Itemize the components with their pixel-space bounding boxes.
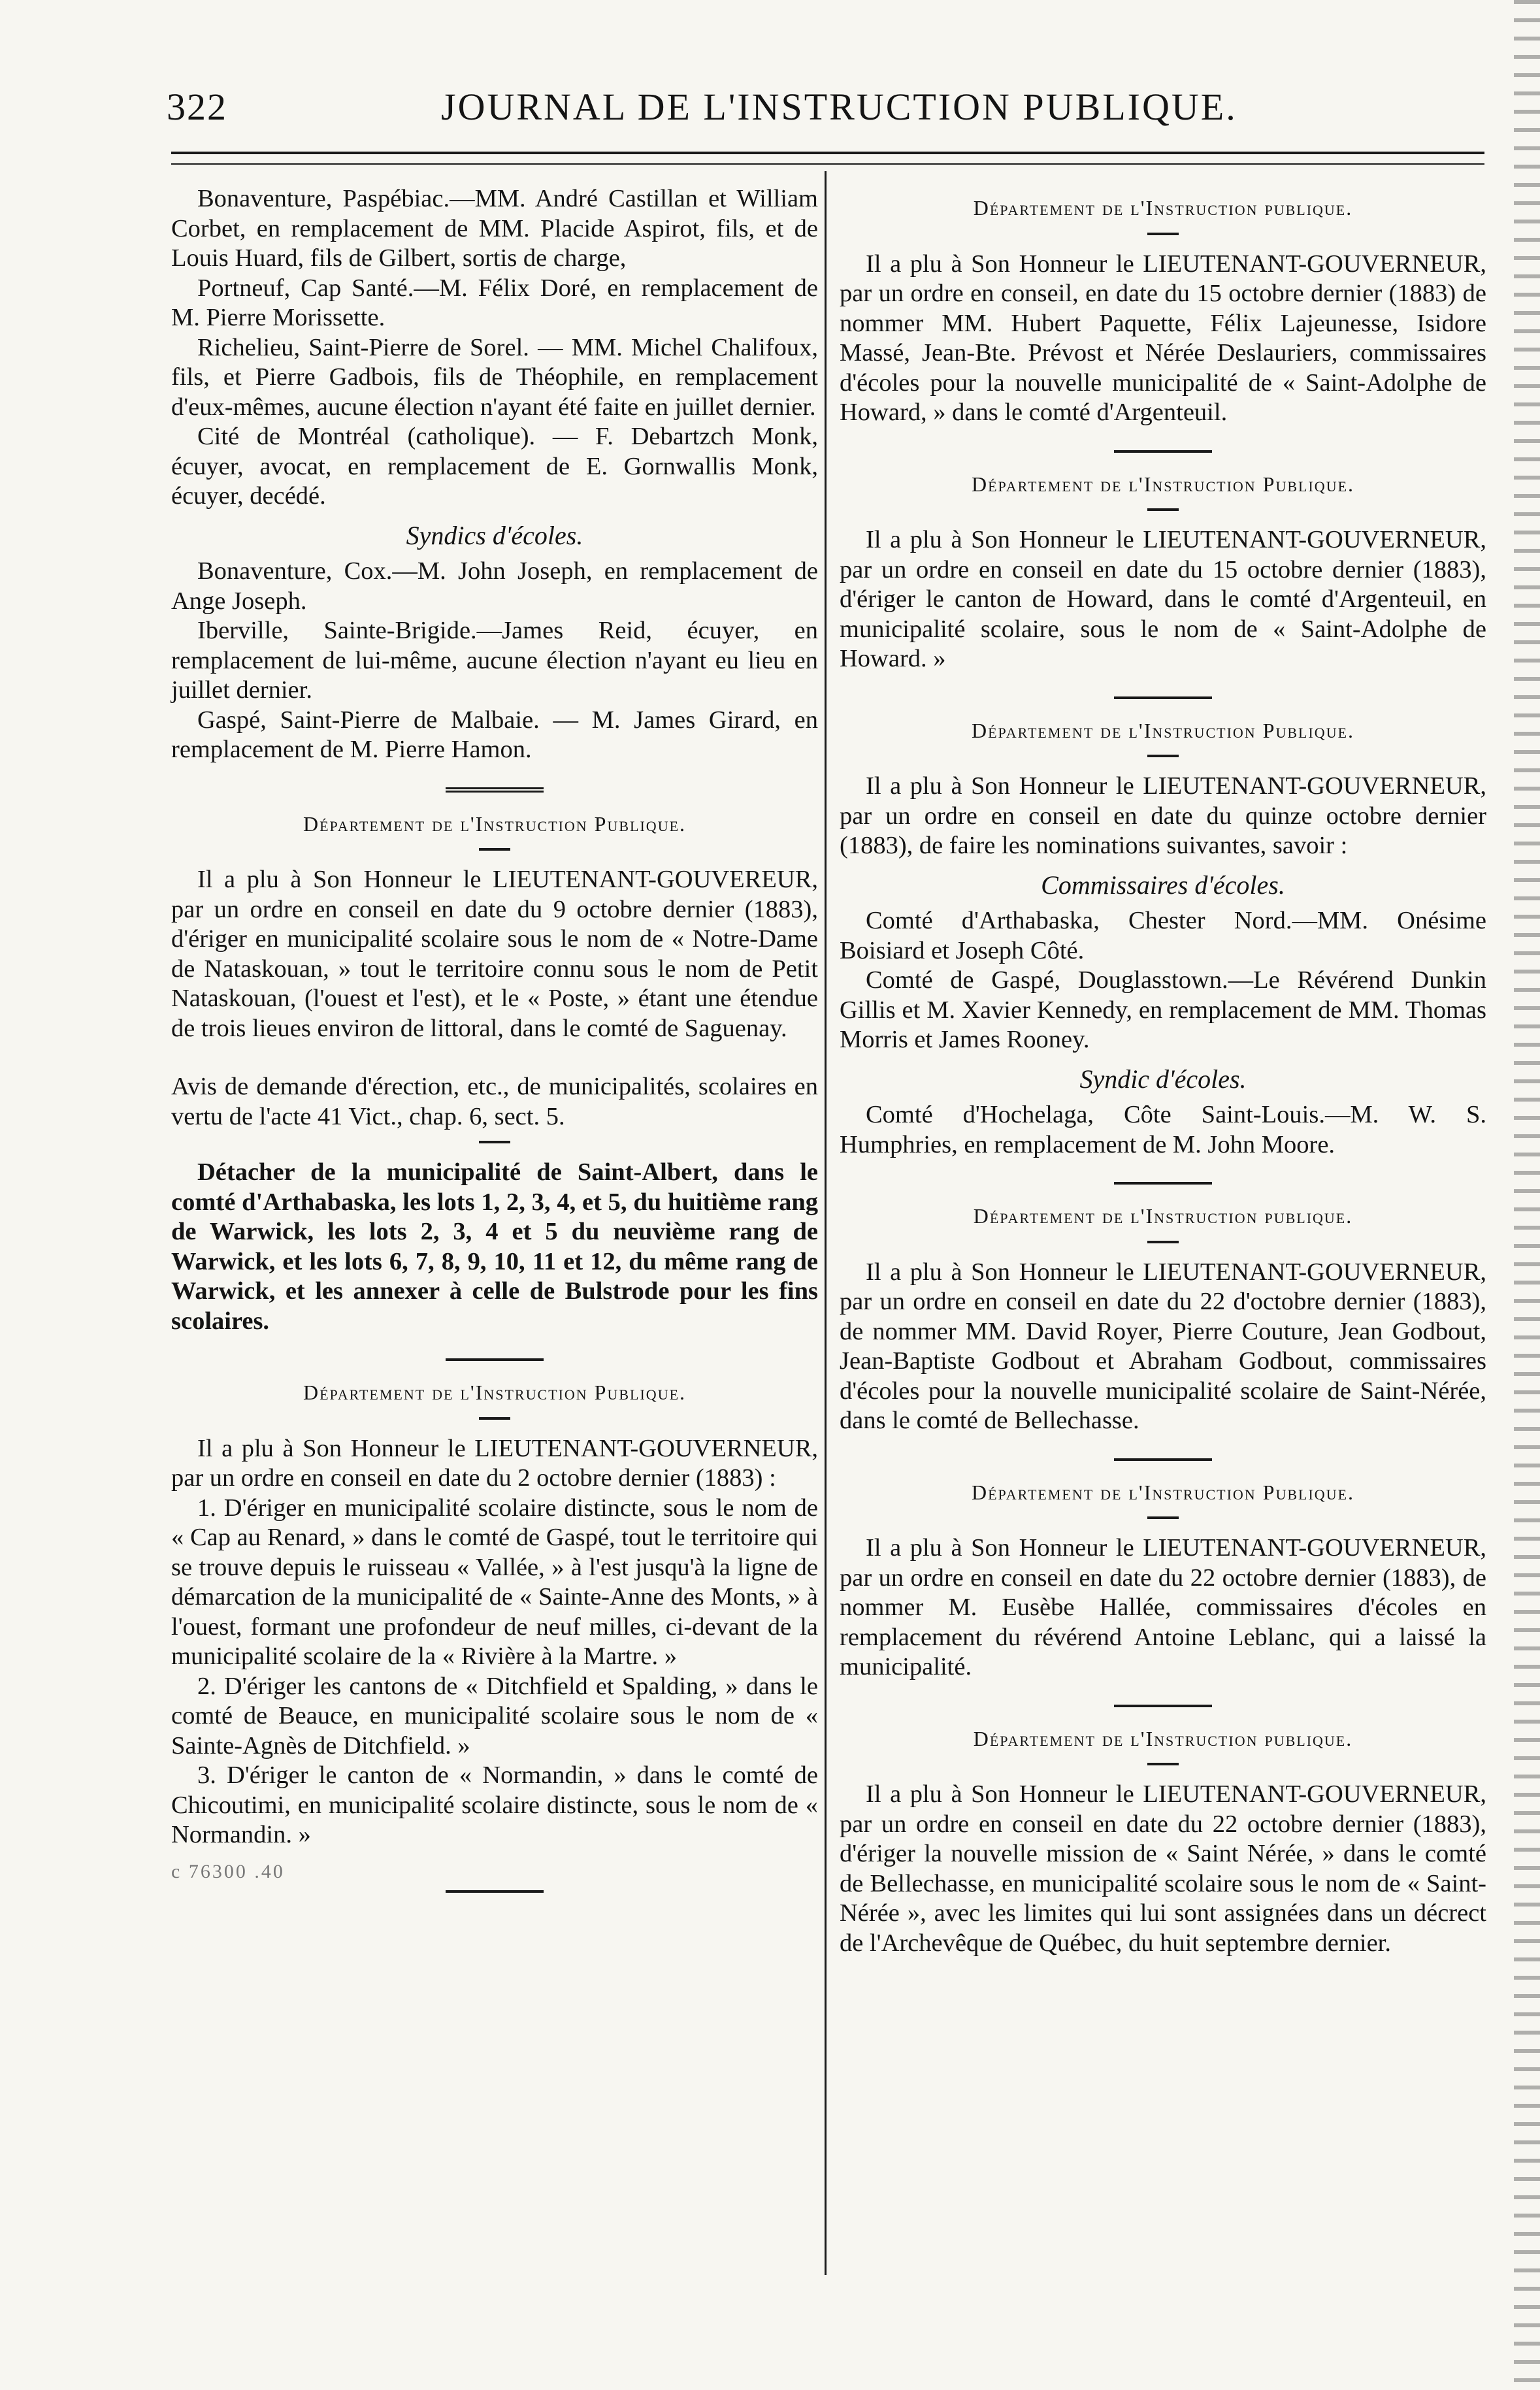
paragraph: Détacher de la municipalité de Saint-Albert, dans le comté d'Arthabaska, les lots 1, 2, 3, 4, et 5, du huitième rang de Warwick, les lots 2, 3, 4 et 5 du neuvième rang de Warwick, et les lots 6, 7, 8, 9, 10, 11 et 12, du même rang de Warwick, et les annexer à celle de Bulstrode pour les fins scolaires.: [171, 1158, 818, 1335]
paragraph: Il a plu à Son Honneur le LIEUTENANT-GOUVERNEUR, par un ordre en conseil en date du quinze octobre dernier (1883), de faire les nominations suivantes, savoir :: [840, 772, 1486, 859]
dash-rule: [1147, 508, 1179, 511]
section-subheading: Syndic d'écoles.: [1079, 1064, 1247, 1094]
paragraph: Comté d'Arthabaska, Chester Nord.—MM. Onésime Boisiard et Joseph Côté.: [840, 907, 1486, 964]
dash-rule: [1147, 1763, 1179, 1765]
section-separator: [1114, 1705, 1212, 1707]
dash-rule: [479, 848, 510, 851]
paragraph: Il a plu à Son Honneur le LIEUTENANT-GOUVERNEUR, par un ordre en conseil, en date du 15 octobre dernier (1883) de nommer MM. Hubert Paquette, Félix Lajeunesse, Isidore Massé, Jean-Bte. Prévost et Nérée Deslauriers, commissaires d'écoles pour la nouvelle municipalité de « Saint-Adolphe de Howard, » dans le comté d'Argenteuil.: [840, 250, 1486, 426]
paragraph: Il a plu à Son Honneur le LIEUTENANT-GOUVERNEUR, par un ordre en conseil en date du 22 d'octobre dernier (1883), de nommer MM. David Royer, Pierre Couture, Jean Godbout, Jean-Baptiste Godbout et Abraham Godbout, commissaires d'écoles pour la nouvelle municipalité scolaire de Saint-Nérée, dans le comté de Bellechasse.: [840, 1258, 1486, 1434]
page-header: [167, 80, 1486, 132]
paragraph: Il a plu à Son Honneur le LIEUTENANT-GOUVERNEUR, par un ordre en conseil en date du 22 octobre dernier (1883), de nommer M. Eusèbe Hallée, commissaires d'écoles en remplacement du révérend Antoine Leblanc, qui a laissé la municipalité.: [840, 1534, 1486, 1680]
section-separator: [1114, 696, 1212, 699]
department-heading: Département de l'Instruction publique.: [973, 1204, 1353, 1228]
dash-rule: [1147, 755, 1179, 757]
department-heading: Département de l'Instruction Publique.: [971, 1480, 1355, 1504]
dash-rule: [1147, 1516, 1179, 1519]
header-rule: [171, 152, 1484, 165]
paragraph: Portneuf, Cap Santé.—M. Félix Doré, en remplacement de M. Pierre Morissette.: [171, 274, 818, 331]
paragraph: Richelieu, Saint-Pierre de Sorel. — MM. Michel Chalifoux, fils, et Pierre Gadbois, fils de Théophile, en remplacement d'eux-mêmes, aucune élection n'ayant été faite en juillet dernier.: [171, 333, 818, 421]
department-heading: Département de l'Instruction Publique.: [971, 718, 1355, 742]
dash-rule: [479, 1141, 510, 1143]
left-column: [171, 184, 818, 1910]
section-separator: [446, 1890, 544, 1893]
paragraph: Il a plu à Son Honneur le LIEUTENANT-GOUVERNEUR, par un ordre en conseil en date du 15 octobre dernier (1883), d'ériger le canton de Howard, dans le comté d'Argenteuil, en municipalité scolaire, sous le nom de « Saint-Adolphe de Howard. »: [840, 526, 1486, 672]
paragraph: Bonaventure, Paspébiac.—MM. André Castillan et William Corbet, en remplacement de MM. Placide Aspirot, fils, et de Louis Huard, fils de Gilbert, sortis de charge,: [171, 185, 818, 272]
section-separator: [446, 1358, 544, 1361]
section-separator: [1114, 1458, 1212, 1461]
paragraph: Il a plu à Son Honneur le LIEUTENANT-GOUVERNEUR, par un ordre en conseil en date du 22 octobre dernier (1883), d'ériger la nouvelle mission de « Saint Nérée, » dans le comté de Bellechasse, en municipalité scolaire sous le nom de « Saint-Nérée », avec les limites qui lui sont assignées dans un décrect de l'Archevêque de Québec, du huit septembre dernier.: [840, 1780, 1486, 1957]
scan-edge-artifact: [1514, 0, 1540, 2390]
paragraph: Il a plu à Son Honneur le LIEUTENANT-GOUVERNEUR, par un ordre en conseil en date du 2 octobre dernier (1883) :: [171, 1434, 818, 1492]
department-heading: Département de l'Instruction Publique.: [303, 811, 687, 836]
right-column: [840, 184, 1486, 1958]
paragraph: Il a plu à Son Honneur le LIEUTENANT-GOUVEREUR, par un ordre en conseil en date du 9 octobre dernier (1883), d'ériger en municipalité scolaire sous le nom de « Notre-Dame de Nataskouan, » tout le territoire connu sous le nom de Petit Nataskouan, (l'ouest et l'est), et le « Poste, » étant une étendue de trois lieues environ de littoral, dans le comté de Saguenay.: [171, 866, 818, 1042]
section-subheading: Syndics d'écoles.: [406, 520, 583, 550]
paragraph: 2. D'ériger les cantons de « Ditchfield et Spalding, » dans le comté de Beauce, en municipalité scolaire sous le nom de « Sainte-Agnès de Ditchfield. »: [171, 1672, 818, 1760]
section-separator: [446, 787, 544, 793]
print-artifact: c 76300 .40: [171, 1860, 285, 1882]
dash-rule: [1147, 1241, 1179, 1243]
paragraph: Comté d'Hochelaga, Côte Saint-Louis.—M. W. S. Humphries, en remplacement de M. John Moore.: [840, 1101, 1486, 1158]
paragraph: Gaspé, Saint-Pierre de Malbaie. — M. James Girard, en remplacement de M. Pierre Hamon.: [171, 706, 818, 763]
paragraph: Avis de demande d'érection, etc., de municipalités, scolaires en vertu de l'acte 41 Vict., chap. 6, sect. 5.: [171, 1073, 818, 1130]
section-separator: [1114, 450, 1212, 453]
department-heading: Département de l'Instruction Publique.: [971, 472, 1355, 496]
paragraph: Iberville, Sainte-Brigide.—James Reid, écuyer, en remplacement de lui-même, aucune élection n'ayant eu lieu en juillet dernier.: [171, 617, 818, 704]
paragraph: 1. D'ériger en municipalité scolaire distincte, sous le nom de « Cap au Renard, » dans le comté de Gaspé, tout le territoire qui se trouve depuis le ruisseau « Vallée, » à l'est jusqu'à la ligne de démarcation de la municipalité de « Sainte-Anne des Monts, » à l'ouest, formant une profondeur de neuf milles, ci-devant de la municipalité scolaire de la « Rivière à la Martre. »: [171, 1494, 818, 1670]
paragraph: Comté de Gaspé, Douglasstown.—Le Révérend Dunkin Gillis et M. Xavier Kennedy, en remplacement de MM. Thomas Morris et James Rooney.: [840, 966, 1486, 1053]
section-separator: [1114, 1182, 1212, 1185]
paragraph: Cité de Montréal (catholique). — F. Debartzch Monk, écuyer, avocat, en remplacement de E. Gornwallis Monk, écuyer, decédé.: [171, 423, 818, 510]
page-number: 322: [167, 86, 227, 128]
section-subheading: Commissaires d'écoles.: [1041, 870, 1285, 900]
department-heading: Département de l'Instruction publique.: [973, 196, 1353, 220]
department-heading: Département de l'Instruction Publique.: [303, 1381, 687, 1404]
column-divider: [825, 171, 827, 2275]
dash-rule: [479, 1417, 510, 1420]
journal-title: JOURNAL DE L'INSTRUCTION PUBLIQUE.: [441, 86, 1237, 128]
paragraph: Bonaventure, Cox.—M. John Joseph, en remplacement de Ange Joseph.: [171, 557, 818, 615]
department-heading: Département de l'Instruction publique.: [973, 1726, 1353, 1750]
paragraph: 3. D'ériger le canton de « Normandin, » dans le comté de Chicoutimi, en municipalité scolaire distincte, sous le nom de « Normandin. »: [171, 1761, 818, 1848]
dash-rule: [1147, 233, 1179, 235]
